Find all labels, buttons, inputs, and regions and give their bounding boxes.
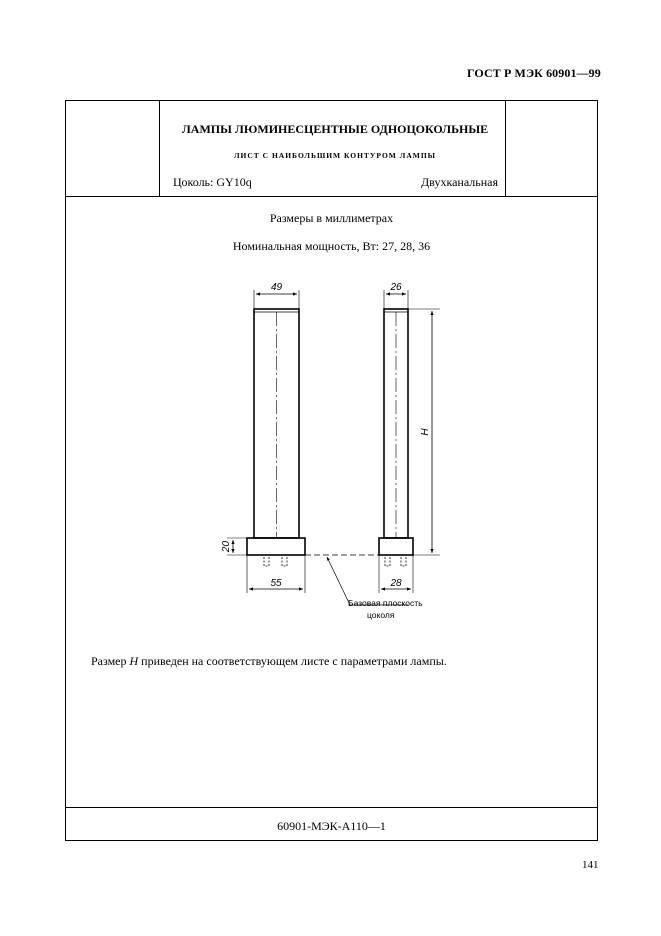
note-variable: H [129, 654, 139, 668]
dim-label-55: 55 [270, 578, 282, 589]
dim-label-h: H [420, 428, 431, 436]
side-pin-left [385, 555, 390, 566]
side-base [379, 538, 413, 555]
base-plane-leader [327, 557, 350, 605]
power-note: Номинальная мощность, Вт: 27, 28, 36 [232, 239, 431, 253]
page-number: 141 [582, 859, 599, 871]
dim-label-20: 20 [221, 540, 232, 553]
dim-label-49: 49 [270, 282, 283, 293]
units-note: Размеры в миллиметрах [269, 211, 394, 225]
dimension-note [91, 654, 447, 669]
front-pin-left [264, 555, 269, 566]
front-pin-right [282, 555, 287, 566]
side-view [379, 290, 440, 593]
front-base [247, 538, 305, 555]
sheet-subtitle: ЛИСТ С НАИБОЛЬШИМ КОНТУРОМ ЛАМПЫ [233, 151, 437, 160]
lamp-type: Двухканальная [421, 175, 498, 189]
sheet-title: ЛАМПЫ ЛЮМИНЕСЦЕНТНЫЕ ОДНОЦОКОЛЬНЫЕ [181, 122, 489, 136]
note-suffix: приведен на соответствующем листе с параметрами лампы. [138, 654, 447, 668]
standard-number: ГОСТ Р МЭК 60901—99 [467, 66, 601, 80]
dim-label-28: 28 [390, 578, 402, 589]
dim-label-26: 26 [390, 282, 402, 293]
front-view [227, 290, 305, 593]
note-prefix: Размер [91, 654, 130, 668]
sheet-code: 60901-МЭК-А110—1 [277, 819, 386, 833]
base-plane-label-2: цоколя [367, 610, 395, 620]
side-pin-right [401, 555, 406, 566]
base-type: Цоколь: GY10q [173, 175, 252, 189]
base-plane-label-1: Базовая плоскость [348, 598, 423, 608]
